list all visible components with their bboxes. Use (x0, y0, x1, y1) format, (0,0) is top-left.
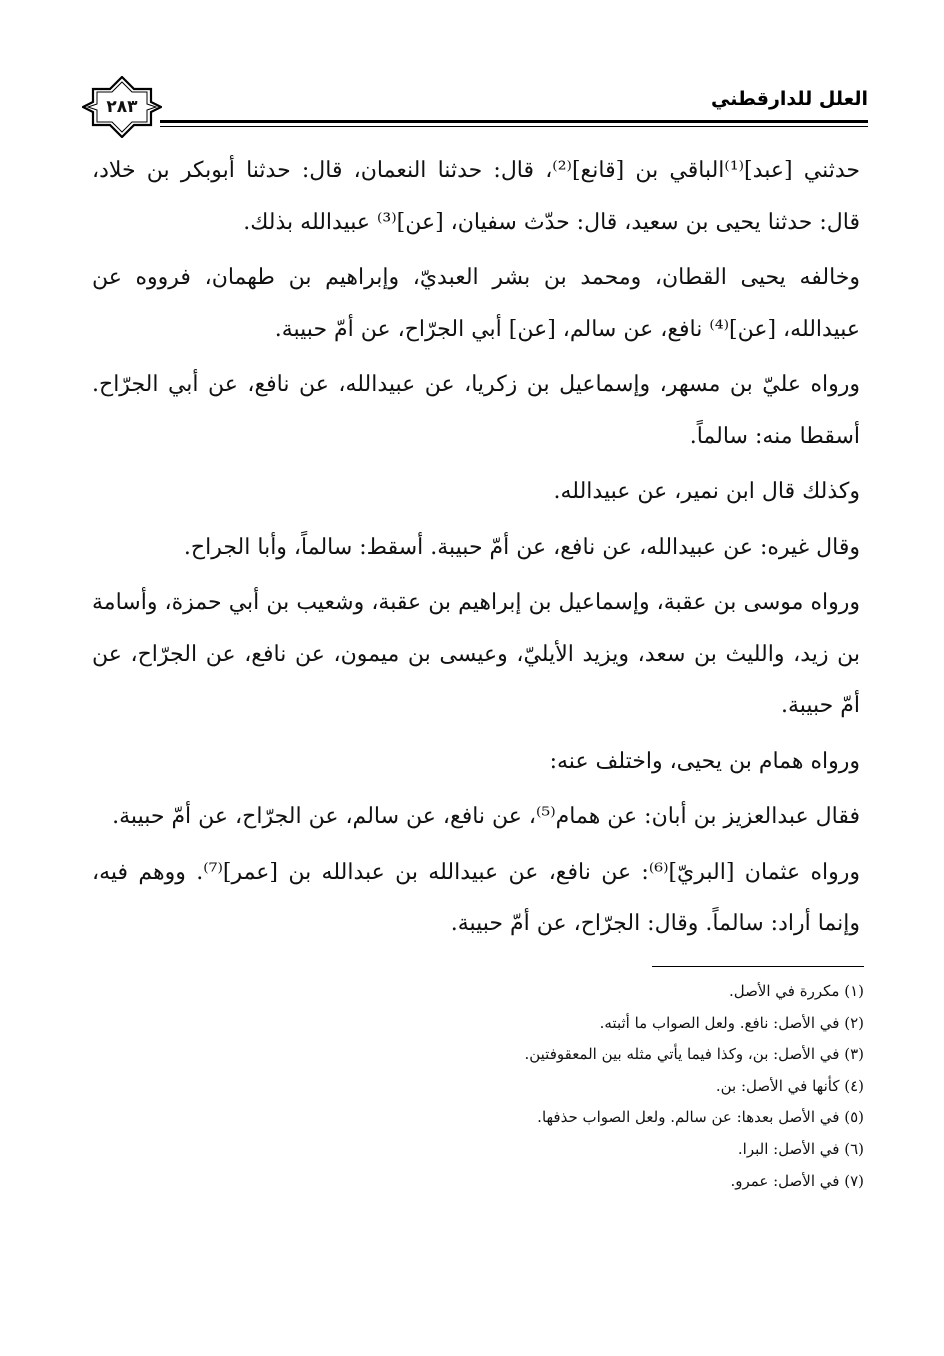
paragraph: ورواه همام بن يحيى، واختلف عنه: (549, 748, 860, 774)
page-number: ٢٨٣ (106, 97, 138, 117)
footnote-divider (652, 966, 864, 967)
header-rule-thick (160, 120, 868, 123)
footnote: (٤) كأنها في الأصل: بن. (715, 1076, 864, 1095)
book-title: العلل للدارقطني (711, 88, 868, 110)
footnote: (١) مكررة في الأصل. (728, 982, 864, 1000)
main-text (92, 145, 864, 954)
footnote: (٢) في الأصل: نافع. ولعل الصواب ما أثبته. (599, 1013, 864, 1032)
footnotes (92, 976, 864, 1197)
paragraph: ورواه موسى بن عقبة، وإسماعيل بن إبراهيم بن عقبة، وشعيب بن أبي حمزة، وأسامة بن زيد، والليث بن سعد، ويزيد الأيليّ، وعيسى بن ميمون، عن نافع، عن الجرّاح، عن أمّ حبيبة. (92, 590, 860, 718)
header-rule-thin (160, 126, 868, 127)
footnote: (٧) في الأصل: عمرو. (730, 1171, 864, 1190)
page-header (82, 76, 868, 138)
paragraph: وكذلك قال ابن نمير، عن عبيدالله. (553, 479, 860, 504)
paragraph: حدثني [عبد]⁽¹⁾الباقي بن [قانع]⁽²⁾، قال: حدثنا النعمان، قال: حدثنا أبوبكر بن خلاد، قال: حدثنا يحيى بن سعيد، قال: حدّث سفيان، [عن]⁽³⁾ عبيدالله بذلك. (92, 158, 860, 235)
footnote: (٦) في الأصل: البرا. (737, 1139, 864, 1158)
paragraph: ورواه عثمان [البريّ]⁽⁶⁾: عن نافع، عن عبيدالله بن عبدالله بن [عمر]⁽⁷⁾. ووهم فيه، وإنما أراد: سالماً. وقال: الجرّاح، عن أمّ حبيبة. (92, 859, 860, 936)
paragraph: وخالفه يحيى القطان، ومحمد بن بشر العبديّ، وإبراهيم بن طهمان، فرووه عن عبيدالله، [عن]⁽⁴⁾ نافع، عن سالم، [عن] أبي الجرّاح، عن أمّ حبيبة. (92, 265, 860, 342)
paragraph: فقال عبدالعزيز بن أبان: عن همام⁽⁵⁾، عن نافع، عن سالم، عن الجرّاح، عن أمّ حبيبة. (112, 804, 860, 829)
paragraph: ورواه عليّ بن مسهر، وإسماعيل بن زكريا، عن عبيدالله، عن نافع، عن أبي الجرّاح. أسقطا منه: سالماً. (92, 372, 860, 449)
paragraph: وقال غيره: عن عبيدالله، عن نافع، عن أمّ حبيبة. أسقط: سالماً، وأبا الجراح. (183, 534, 860, 560)
footnote: (٣) في الأصل: بن، وكذا فيما يأتي مثله بين المعقوفتين. (524, 1045, 864, 1064)
footnote: (٥) في الأصل بعدها: عن سالم. ولعل الصواب حذفها. (537, 1108, 864, 1127)
